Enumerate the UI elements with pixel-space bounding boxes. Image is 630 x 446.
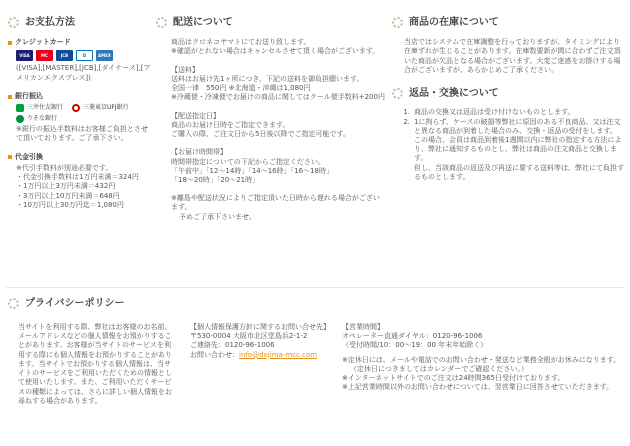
divider [6,287,624,288]
payment-heading [8,16,153,29]
jcb-icon: JCB [56,50,73,61]
flower-icon [392,17,403,28]
privacy-section [8,297,624,310]
date-block: 【配送指定日】 商品のお届け日時をご指定できます。 ご購入の際、ご注文日から5日後以降でご指定可能です。 [171,112,386,140]
stock-section [392,16,624,182]
shipping-intro: 商品はクロネコヤマトにてお送り致します。 [171,38,311,47]
mastercard-icon: MC [36,50,53,61]
cod-line: ・3万円以上10万円未満＝648円 [16,191,120,200]
stock-text: 当店ではシステムで在庫調整を行っておりますが、タイミングにより在庫ずれが生じることがあります。在庫数要新が間に合わずご注文頂いた商品が欠品となる場合がございます。大変ご迷惑をお掛けする場合がございますが、あらかじめご了承ください。 [404,38,621,74]
credit-section [8,38,153,83]
bank-label: 銀行振込 [15,91,43,100]
returns-list [392,108,624,182]
shipping-intro: ※確認がとれない場合はキャンセルさせて頂く場合がございます。 [171,47,380,56]
flower-icon [392,88,403,99]
email-link[interactable]: info@dojima-mcc.com [239,350,318,359]
fee-block: 【送料】 送料はお届け先1ヶ所につき、下記の送料を御負担願います。 全国一律 550円 ※北海道・沖縄は1,080円 ※冷蔵便・冷凍便でお届けの商品に関してはクール便手数料+200円 [171,65,385,102]
diners-icon: D [76,50,93,61]
bullet-icon [8,95,12,99]
amex-icon: AMEX [96,50,113,61]
inquiry-block: 【個人情報保護方針に関するお問い合せ先】 〒530-0004 大阪市北区堂島浜2-1-2 ご連絡先：0120-96-1006 お問い合わせ：info@dojima-mcc.com [190,323,330,359]
flower-icon [8,298,19,309]
business-title: 【営業時間】 [342,323,384,331]
cod-line: ※代引手数料が別途必要です。 [16,163,113,172]
shipping-note: ※離島や配送状況によりご指定頂いた日時から遅れる場合がございます。 予めご了承下さいませ。 [171,194,380,221]
bank-smbc: 三井住友銀行 三菱東京UFJ銀行 [16,104,153,112]
smbc-logo-icon [16,104,24,112]
date-title: 【配送指定日】 [171,111,220,120]
time-title: 【お届け時間帯】 [171,148,227,157]
mufg-logo-icon [72,104,80,112]
cod-line: ・1万円以上3万円未満＝432円 [16,182,116,191]
visa-icon: VISA [16,50,33,61]
returns-title: 返品・交換について [409,88,499,100]
credit-label: クレジットカード [15,38,71,47]
bank-resona: りそな銀行 [16,115,153,123]
returns-heading [392,87,624,100]
list-item: 1. 商品の交換又は返品は受け付けないものとします。 [403,108,575,117]
cod-line: ・代金引換手数料は1万円未満＝324円 [16,173,139,182]
resona-logo-icon [16,115,24,123]
bank-section [8,92,153,144]
stock-heading [392,16,624,29]
list-item: この場合、会員は商品到着後1週間以内に弊社の指定する方法により、弊社に通知するものとし、弊社は商品の注文商品と交換します。 [414,136,622,163]
list-item: 但し、当該商品の返送及び再送に要する送料等は、弊社にて負担するものとします。 [414,163,624,181]
list-item: 2. 1に拘らず、ケースの破損等弊社に原因のある不良商品、又は注文と異なる商品が到着した場合のみ、交換・返品の受付をします。 [403,117,621,135]
privacy-heading [8,297,624,310]
bank-note: ※銀行の振込手数料はお客様ご負担とさせて頂いております。ご了承下さい。 [16,125,148,143]
time-block: 【お届け時間帯】 時間帯指定についての下記からご指定ください。 「午前中」「12～14時」「14～16時」「16～18時」 「18～20時」「20～21時」 [171,148,386,185]
payment-section [8,16,153,219]
shipping-section [156,16,386,222]
credit-text: ([VISA],[MASTER],[JCB],[ダイナース],[アメリカンエクスプレス]) [16,64,151,82]
bullet-icon [8,41,12,45]
flower-icon [156,17,167,28]
flower-icon [8,17,19,28]
cod-label: 代金引換 [15,152,43,161]
shipping-heading [156,16,386,29]
cod-line: ・10万円以上30万円迄＝1,080円 [16,200,124,209]
stock-title: 商品の在庫について [409,17,499,28]
bullet-icon [8,155,12,159]
cod-section [8,153,153,210]
privacy-text: 当サイトを利用する際、弊社はお客様のお名前、メールアドレスなどの個人情報をお預かりすることがあります。お客様が当サイトのサービスを利用する際にも個人情報をお預かりすることがあります。当サイトでお預かりする個人情報は、当サイトのサービスをご利用いただくための情報として使用いたします。また、ご利用いただくサービスの種類によっては、さらに詳しい個人情報をお尋ねする場合があります。 [18,323,172,405]
privacy-title: プライバシーポリシー [25,298,125,309]
fee-title: 【送料】 [171,65,199,74]
business-hours-block: 【営業時間】 オペレーター直通ダイヤル：0120-96-1006 （受付時間/10：00～19：00 年末年始除く） ※定休日には、メールや電話でのお問い合わせ・発送など業務全般がお休みになります。 （定休日につきましてはカレンダーでご確認ください。） ※インターネットサイトでのご注文は24時間365日受付けております。 ※上記営業時間以外のお問い合わせについては、翌営業日に回答させていただきます。 [342,323,624,393]
card-logos [16,50,153,61]
payment-title: お支払方法 [25,17,75,28]
shipping-title: 配送について [173,17,233,28]
